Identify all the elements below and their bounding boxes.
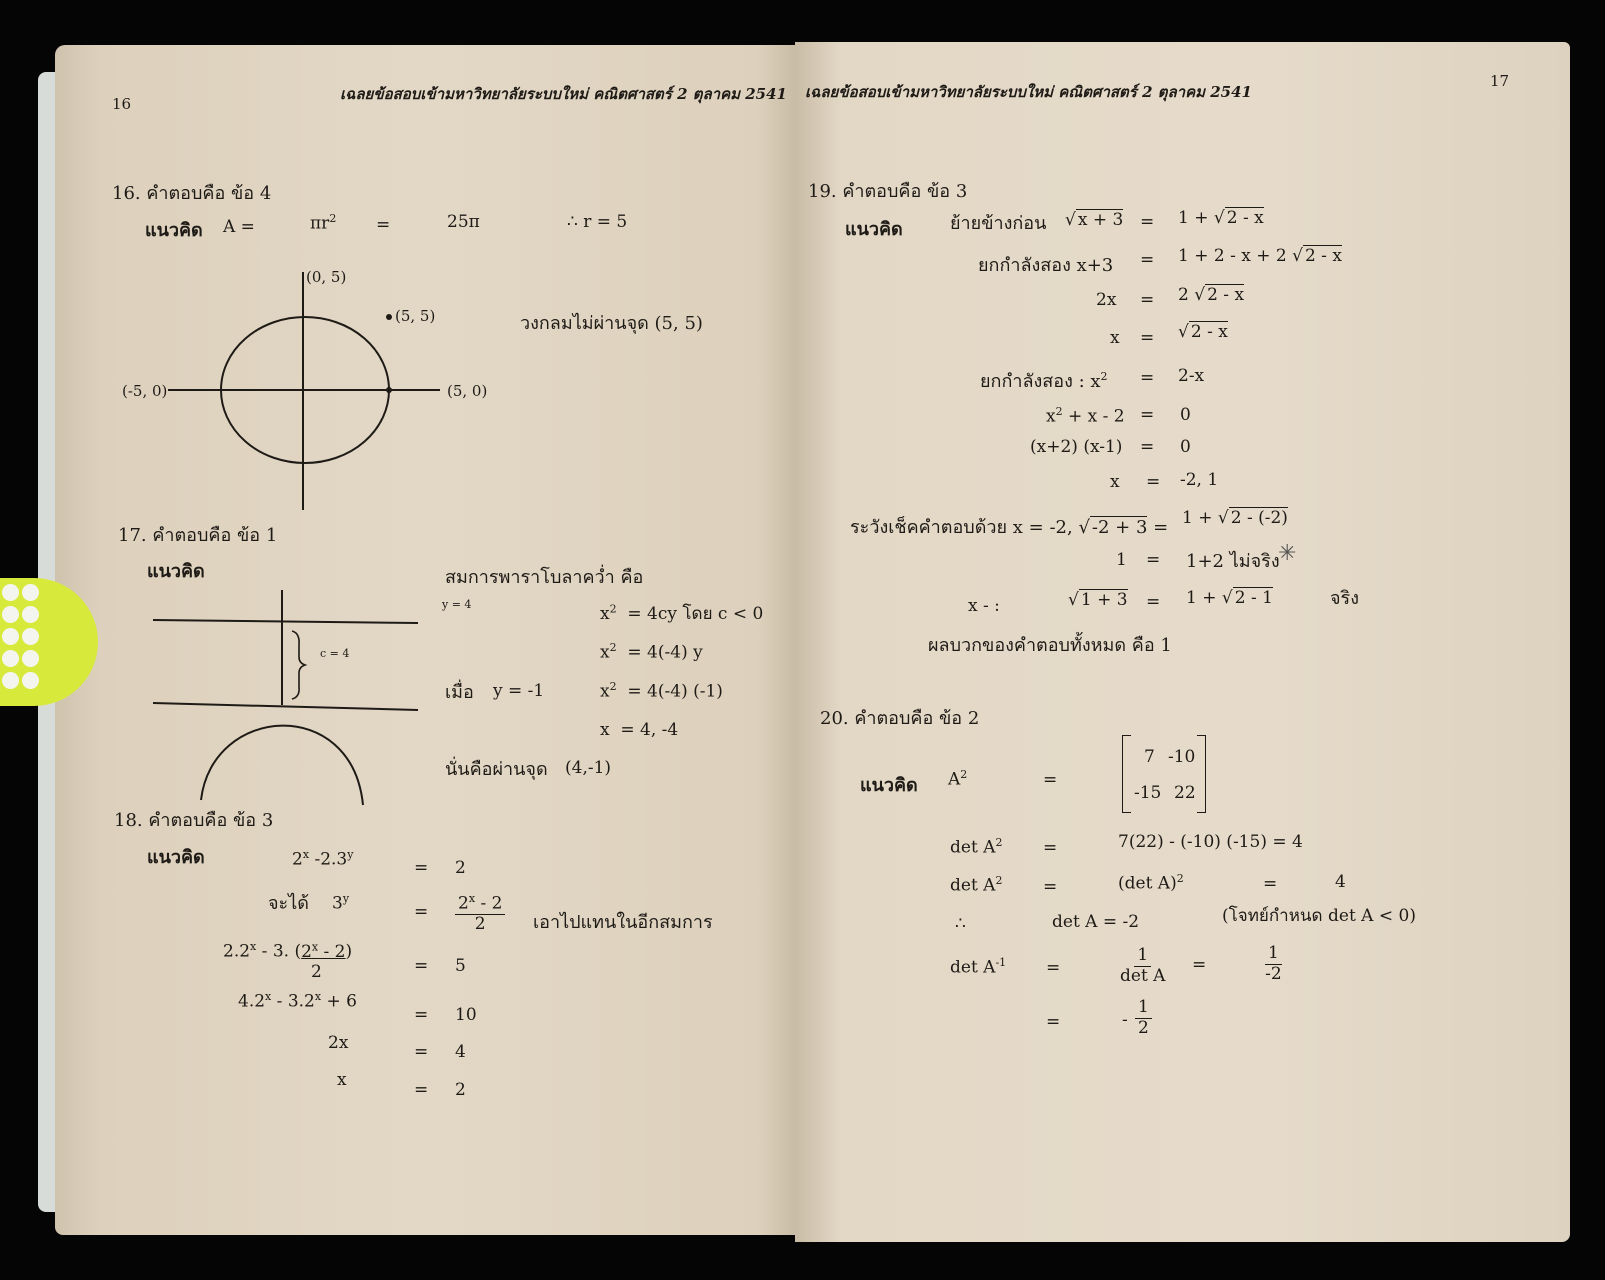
q19-check2-lhs: 1 [1116, 550, 1127, 570]
running-header-left: เฉลยข้อสอบเข้ามหาวิทยาลัยระบบใหม่ คณิตศาสตร์ 2 ตุลาคม 2541 [340, 85, 787, 103]
q19-method: แนวคิด [845, 219, 903, 240]
page-number-left: 16 [112, 95, 132, 113]
q17-row3: $x^2 = 4(-4)$ (-1) [600, 680, 723, 702]
q19-check2-rhs: 1+2 ไม่จริง [1186, 551, 1280, 572]
q19-check3-lhs: x - : [968, 596, 1000, 616]
q19-step5-eq: = [1140, 368, 1155, 388]
q16-pi-r2: $\pi r^2$ [310, 212, 337, 234]
q18-row2-frac: $\frac{2^x - 2}{2}$ [455, 893, 505, 935]
q18-row5-rhs: 4 [455, 1042, 466, 1062]
q19-check-rhs: 1 + √ 2 - (-2) [1182, 508, 1288, 528]
q19-step4-rhs: √ 2 - x [1178, 322, 1228, 342]
q18-row1-rhs: 2 [455, 858, 466, 878]
q18-row4-lhs: $4.2^x - 3.2^x + 6$ [238, 990, 357, 1012]
q16-label-point: (5, 5) [395, 307, 436, 325]
q19-step2-eq: = [1140, 250, 1155, 270]
q20-r6-sign: - [1122, 1010, 1128, 1030]
q20-r4-mid: det A = -2 [1052, 912, 1140, 932]
q19-check2-eq: = [1146, 550, 1161, 570]
running-header-right: เฉลยข้อสอบเข้ามหาวิทยาลัยระบบใหม่ คณิตศาสตร์ 2 ตุลาคม 2541 [805, 83, 1252, 101]
q19-step5-rhs: 2-x [1178, 366, 1205, 386]
parabola [201, 726, 363, 805]
q19-step5-label: ยกกำลังสอง : $x^2$ [980, 370, 1108, 392]
q18-row3-rhs: 5 [455, 956, 466, 976]
q16-result: ∴ r = 5 [567, 212, 628, 232]
q19-step8-rhs: -2, 1 [1180, 470, 1219, 490]
q16-a-eq: A = [223, 217, 255, 237]
q18-row3-den: 2 [311, 962, 322, 982]
q18-row3-eq: = [414, 956, 429, 976]
q19-check3-eq: = [1146, 592, 1161, 612]
q20-r1-eq: = [1043, 770, 1058, 790]
q18-row6-eq: = [414, 1080, 429, 1100]
q18-row4-eq: = [414, 1005, 429, 1025]
q20-r4-note: (โจทย์กำหนด det A < 0) [1222, 906, 1416, 926]
q19-title: 19. คำตอบคือ ข้อ 3 [808, 181, 968, 202]
q19-step3-eq: = [1140, 290, 1155, 310]
q20-r1-lhs: $A^2$ [948, 768, 968, 790]
q16-value: 25π [447, 212, 480, 232]
q20-r2-eq: = [1043, 838, 1058, 858]
q19-check3-note: จริง [1330, 588, 1360, 609]
q18-row1-lhs: 2$^x$ -2.3$^y$ [292, 848, 354, 870]
q19-step8-eq: = [1146, 472, 1161, 492]
q19-step7-rhs: 0 [1180, 437, 1191, 457]
q18-row2-note: เอาไปแทนในอีกสมการ [533, 912, 713, 933]
q20-r4-therefore: ∴ [955, 914, 966, 934]
q19-step7-eq: = [1140, 437, 1155, 457]
matrix-left-bracket [1122, 735, 1131, 813]
q19-step3-lhs: 2x [1096, 290, 1117, 310]
q16-method: แนวคิด [145, 220, 203, 241]
q16-title: 16. คำตอบคือ ข้อ 4 [112, 183, 272, 204]
q20-r2-rhs: 7(22) - (-10) (-15) = 4 [1118, 832, 1303, 852]
q19-step3-rhs: 2 √ 2 - x [1178, 285, 1245, 305]
q18-row3-lhs: 2.2$^x$ - 3. (2$^x$ - 2) [223, 940, 353, 962]
q19-step4-eq: = [1140, 328, 1155, 348]
point-5-0 [386, 387, 392, 393]
q20-r3-val: 4 [1335, 872, 1346, 892]
q16-note: วงกลมไม่ผ่านจุด (5, 5) [520, 313, 703, 334]
q20-r5-eq: = [1046, 958, 1061, 978]
q18-row2-pre: จะได้ [268, 893, 309, 914]
q19-step2-label: ยกกำลังสอง x+3 [978, 255, 1114, 276]
q20-r6-frac: $\frac{1}{2}$ [1135, 998, 1152, 1038]
q20-r3-eq: = [1043, 877, 1058, 897]
point-5-5 [386, 314, 392, 320]
q18-row5-eq: = [414, 1042, 429, 1062]
q19-check-label: ระวังเช็คคำตอบด้วย x = -2, √ -2 + 3 = [850, 517, 1169, 538]
q18-method: แนวคิด [147, 847, 205, 868]
q16-eq: = [376, 215, 391, 235]
q17-method: แนวคิด [147, 561, 205, 582]
page-number-right: 17 [1490, 72, 1510, 90]
q20-r6-eq: = [1046, 1012, 1061, 1032]
matrix-cell-21: -15 [1134, 783, 1162, 803]
q18-row2-eq: = [414, 902, 429, 922]
q19-step4-lhs: x [1110, 328, 1120, 348]
q20-title: 20. คำตอบคือ ข้อ 2 [820, 708, 980, 729]
q17-when: เมื่อ [445, 682, 474, 703]
q17-line-label: y = 4 [442, 598, 472, 611]
q19-step1-eq: = [1140, 212, 1155, 232]
q19-step7-lhs: (x+2) (x-1) [1030, 437, 1123, 457]
q19-step6-eq: = [1140, 405, 1155, 425]
q19-check3-sq: √ 1 + 3 [1068, 590, 1128, 610]
q19-step1-lhs: √ x + 3 [1065, 210, 1124, 230]
q17-c-label: c = 4 [320, 647, 350, 660]
q19-step1-rhs: 1 + √ 2 - x [1178, 208, 1264, 228]
q18-row2-lhs: 3$^y$ [332, 892, 350, 914]
q17-condition: y = -1 [493, 681, 545, 701]
matrix-cell-22: 22 [1174, 783, 1196, 803]
q20-r3-lhs: $\det A^2$ [950, 874, 1003, 896]
q18-row6-lhs: x [337, 1070, 347, 1090]
q19-step6-lhs: $x^2 + x - 2$ [1046, 405, 1125, 427]
q17-row1: $x^2 = 4cy$ โดย c < 0 [600, 602, 764, 624]
q18-row5-lhs: 2x [328, 1033, 349, 1053]
q19-step6-rhs: 0 [1180, 405, 1191, 425]
q18-row6-rhs: 2 [455, 1080, 466, 1100]
q18-title: 18. คำตอบคือ ข้อ 3 [114, 810, 274, 831]
q16-label-left: (-5, 0) [122, 382, 168, 400]
q20-r5-lhs: $\det A^{-1}$ [950, 956, 1007, 978]
q20-matrix [1122, 735, 1206, 811]
q16-label-right: (5, 0) [447, 382, 488, 400]
q20-r5-eq2: = [1192, 955, 1207, 975]
q17-conclusion: นั่นคือผ่านจุด [445, 759, 548, 780]
matrix-cell-12: -10 [1168, 747, 1196, 767]
q17-point: (4,-1) [565, 758, 612, 778]
q17-row2: $x^2 = 4(-4)$ y [600, 641, 703, 663]
q16-label-top: (0, 5) [306, 268, 347, 286]
q19-step8-lhs: x [1110, 472, 1120, 492]
q19-check3-rhs: 1 + √ 2 - 1 [1186, 588, 1273, 608]
q17-parabola-graph [150, 585, 430, 815]
q20-method: แนวคิด [860, 775, 918, 796]
q20-r3-eq2: = [1263, 874, 1278, 894]
x-axis [153, 703, 418, 710]
q20-r3-rhs: (det A)$^2$ [1118, 872, 1184, 894]
matrix-cell-11: 7 [1144, 747, 1155, 767]
brace [292, 631, 305, 699]
q17-heading: สมการพาราโบลาคว่ำ คือ [445, 567, 644, 588]
q19-sum: ผลบวกของคำตอบทั้งหมด คือ 1 [928, 635, 1172, 656]
q18-row1-eq: = [414, 858, 429, 878]
q20-r5-frac2: $\frac{1}{-2}$ [1265, 943, 1282, 984]
asterisk-icon: ✳ [1278, 541, 1297, 566]
q19-step1-label: ย้ายข้างก่อน [950, 213, 1047, 234]
q17-title: 17. คำตอบคือ ข้อ 1 [118, 525, 278, 546]
q19-step2-rhs: 1 + 2 - x + 2 √ 2 - x [1178, 246, 1342, 266]
q20-r5-frac: $\frac{1}{\text{det A}}$ [1120, 945, 1166, 986]
q17-row4: x = 4, -4 [600, 720, 679, 740]
q18-row4-rhs: 10 [455, 1005, 477, 1025]
line-y4 [153, 620, 418, 623]
matrix-right-bracket [1197, 735, 1206, 813]
q20-r2-lhs: $\det A^2$ [950, 836, 1003, 858]
